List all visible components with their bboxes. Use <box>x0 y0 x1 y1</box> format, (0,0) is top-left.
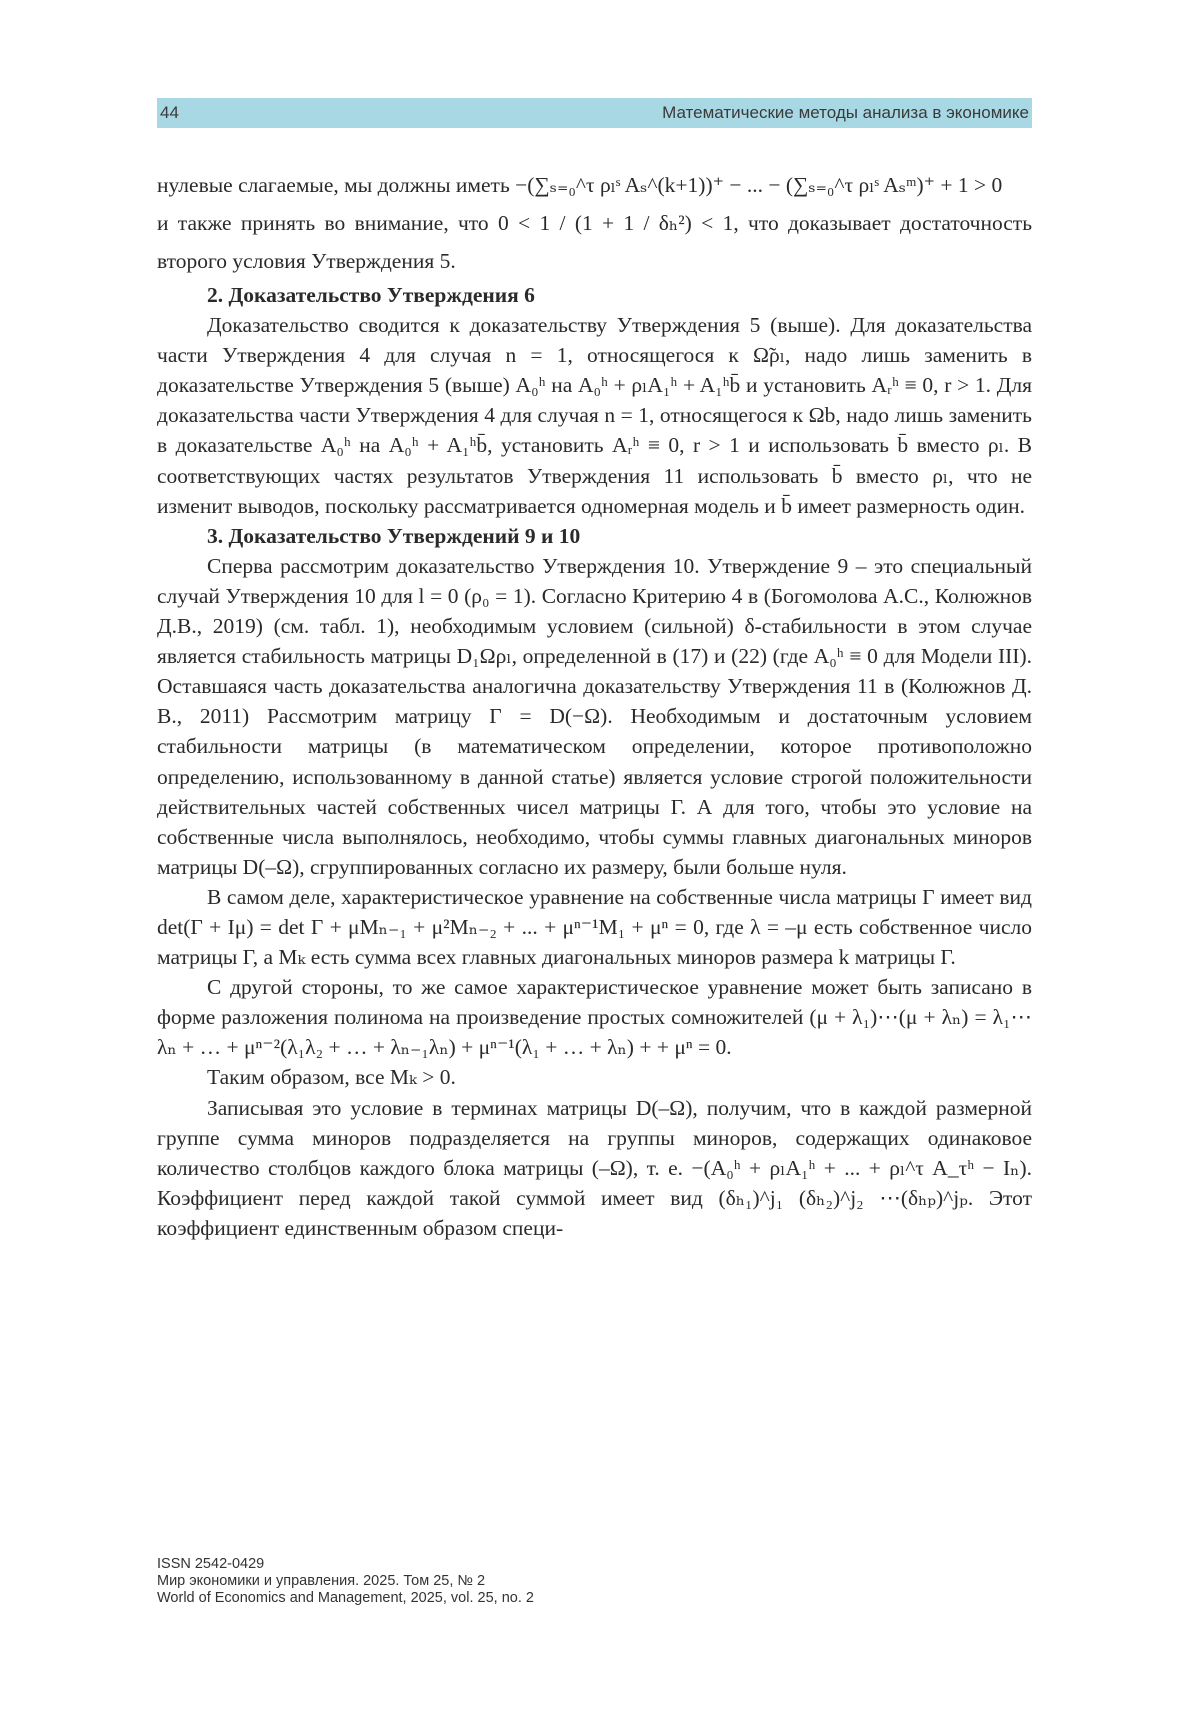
inline-formula: −(∑ₛ₌₀^τ ρₗˢ Aₛ^(k+1))⁺ − ... − (∑ₛ₌₀^τ ρₗˢ Aₛᵐ)⁺ + 1 > 0 <box>515 173 1003 197</box>
inline-formula: 0 < 1 / (1 + 1 / δₕ²) < 1, <box>498 211 739 235</box>
section-heading: 3. Доказательство Утверждений 9 и 10 <box>207 523 581 548</box>
paragraph: В самом деле, характеристическое уравнение на собственные числа матрицы Г имеет вид det(Γ + Iμ) = det Γ + μMₙ₋₁ + μ²Mₙ₋₂ + ... + μⁿ⁻¹M₁ + μⁿ = 0, где λ = –μ есть собственное число матрицы Г, а Mₖ есть сумма всех главных диагональных миноров размера k матрицы Г. <box>157 884 1033 970</box>
inline-formula: Γ = D(−Ω). <box>489 704 613 729</box>
inline-formula: A₀ʰ <box>320 433 351 458</box>
inline-formula: A₀ʰ + ρₗA₁ʰ + A₁ʰb̄ <box>577 373 741 398</box>
inline-formula: (δₕ₁)^j₁ (δₕ₂)^j₂ ⋯(δₕₚ)^jₚ. <box>718 1185 974 1210</box>
inline-formula: Ω̃ρₗ, <box>753 343 791 368</box>
running-header <box>157 98 1032 128</box>
inline-formula: A₀ʰ ≡ 0 <box>813 644 878 669</box>
inline-formula: A₀ʰ <box>515 373 546 398</box>
inline-formula: b̄ <box>831 463 843 488</box>
inline-formula: Aᵣʰ ≡ 0, r > 1 <box>612 433 740 458</box>
paragraph: и также принять во внимание, что 0 < 1 / (1 + 1 / δₕ²) < 1, что доказывает достаточность второго условия Утверждения 5. <box>157 211 1033 273</box>
inline-formula: b̄ <box>897 433 909 458</box>
issn: ISSN 2542-0429 <box>157 1556 265 1572</box>
article-body <box>157 166 1032 1243</box>
page-number: 44 <box>160 103 179 122</box>
paragraph: Сперва рассмотрим доказательство Утверждения 10. Утверждение 9 – это специальный случай Утверждения 10 для l = 0 (ρ₀ = 1). Согласно Критерию 4 в (Богомолова А.С., Колюжнов Д.В., 2019) (см. табл. 1), необходимым условием (сильной) δ-стабильности в этом случае является стабильность матрицы D₁Ωρₗ, определенной в (17) и (22) (где A₀ʰ ≡ 0 для Модели III). Оставшаяся часть доказательства аналогична доказательству Утверждения 11 в (Колюжнов Д. В., 2011) Рассмотрим матрицу Γ = D(−Ω). Необходимым и достаточным условием стабильности матрицы (в математическом определении, которое противоположно определению, использованному в данной статье) является условие строгой положительности действительных частей собственных чисел матрицы Г. А для того, чтобы это условие на собственные числа выполнялось, необходимо, чтобы суммы главных диагональных миноров матрицы D(–Ω), сгруппированных согласно их размеру, были больше нуля. <box>157 553 1033 879</box>
journal-citation-en: World of Economics and Management, 2025, vol. 25, no. 2 <box>157 1590 534 1606</box>
inline-formula: ρₗ. <box>987 433 1010 458</box>
inline-formula: ρₗ, <box>932 463 954 488</box>
paragraph: Доказательство сводится к доказательству Утверждения 5 (выше). Для доказательства части Утверждения 4 для случая n = 1, относящегося к Ω̃ρₗ, надо лишь заменить в доказательстве Утверждения 5 (выше) A₀ʰ на A₀ʰ + ρₗA₁ʰ + A₁ʰb̄ и установить Aᵣʰ ≡ 0, r > 1. Для доказательства части Утверждения 4 для случая n = 1, относящегося к Ωb, надо лишь заменить в доказательстве A₀ʰ на A₀ʰ + A₁ʰb̄, установить Aᵣʰ ≡ 0, r > 1 и использовать b̄ вместо ρₗ. В соответствующих частях результатов Утверждения 11 использовать b̄ вместо ρₗ, что не изменит выводов, поскольку рассматривается одномерная модель и b̄ имеет размерность один. <box>157 313 1033 518</box>
journal-section-title: Математические методы анализа в экономике <box>662 103 1029 122</box>
inline-formula: A₀ʰ + A₁ʰb̄, <box>388 433 493 458</box>
inline-formula: Aᵣʰ ≡ 0, r > 1. <box>871 373 992 398</box>
inline-formula: det(Γ + Iμ) = det Γ + μMₙ₋₁ + μ²Mₙ₋₂ + ... + μⁿ⁻¹M₁ + μⁿ = 0, <box>157 914 710 939</box>
paragraph: Таким образом, все Mₖ > 0. <box>207 1065 456 1090</box>
inline-formula: (μ + λ₁)⋯(μ + λₙ) = λ₁⋯λₙ + … + μⁿ⁻²(λ₁λ₂ + … + λₙ₋₁λₙ) + μⁿ⁻¹(λ₁ + … + λₙ) + + μⁿ = 0. <box>157 1005 1032 1060</box>
inline-formula: b̄ <box>781 493 792 518</box>
paragraph: Записывая это условие в терминах матрицы D(–Ω), получим, что в каждой размерной группе сумма миноров подразделяется на группы миноров, содержащих одинаковое количество столбцов каждого блока матрицы (–Ω), т. е. −(A₀ʰ + ρₗA₁ʰ + ... + ρₗ^τ A_τʰ − Iₙ). Коэффициент перед каждой такой суммой имеет вид (δₕ₁)^j₁ (δₕ₂)^j₂ ⋯(δₕₚ)^jₚ. Этот коэффициент единственным образом специ- <box>157 1095 1033 1240</box>
inline-formula: −(A₀ʰ + ρₗA₁ʰ + ... + ρₗ^τ A_τʰ − Iₙ). <box>691 1155 1032 1180</box>
journal-citation-ru: Мир экономики и управления. 2025. Том 25, № 2 <box>157 1573 486 1589</box>
section-heading: 2. Доказательство Утверждения 6 <box>207 283 535 307</box>
inline-formula: l = 0 (ρ₀ = 1). <box>418 583 537 608</box>
paragraph: С другой стороны, то же самое характеристическое уравнение может быть записано в форме разложения полинома на произведение простых сомножителей (μ + λ₁)⋯(μ + λₙ) = λ₁⋯λₙ + … + μⁿ⁻²(λ₁λ₂ + … + λₙ₋₁λₙ) + μⁿ⁻¹(λ₁ + … + λₙ) + + μⁿ = 0. <box>157 975 1032 1060</box>
inline-formula: D₁Ωρₗ, <box>456 644 517 669</box>
page-footer <box>157 1556 534 1607</box>
paragraph-continuation: нулевые слагаемые, мы должны иметь −(∑ₛ₌₀^τ ρₗˢ Aₛ^(k+1))⁺ − ... − (∑ₛ₌₀^τ ρₗˢ Aₛᵐ)⁺ + 1 > 0 <box>157 173 1003 197</box>
